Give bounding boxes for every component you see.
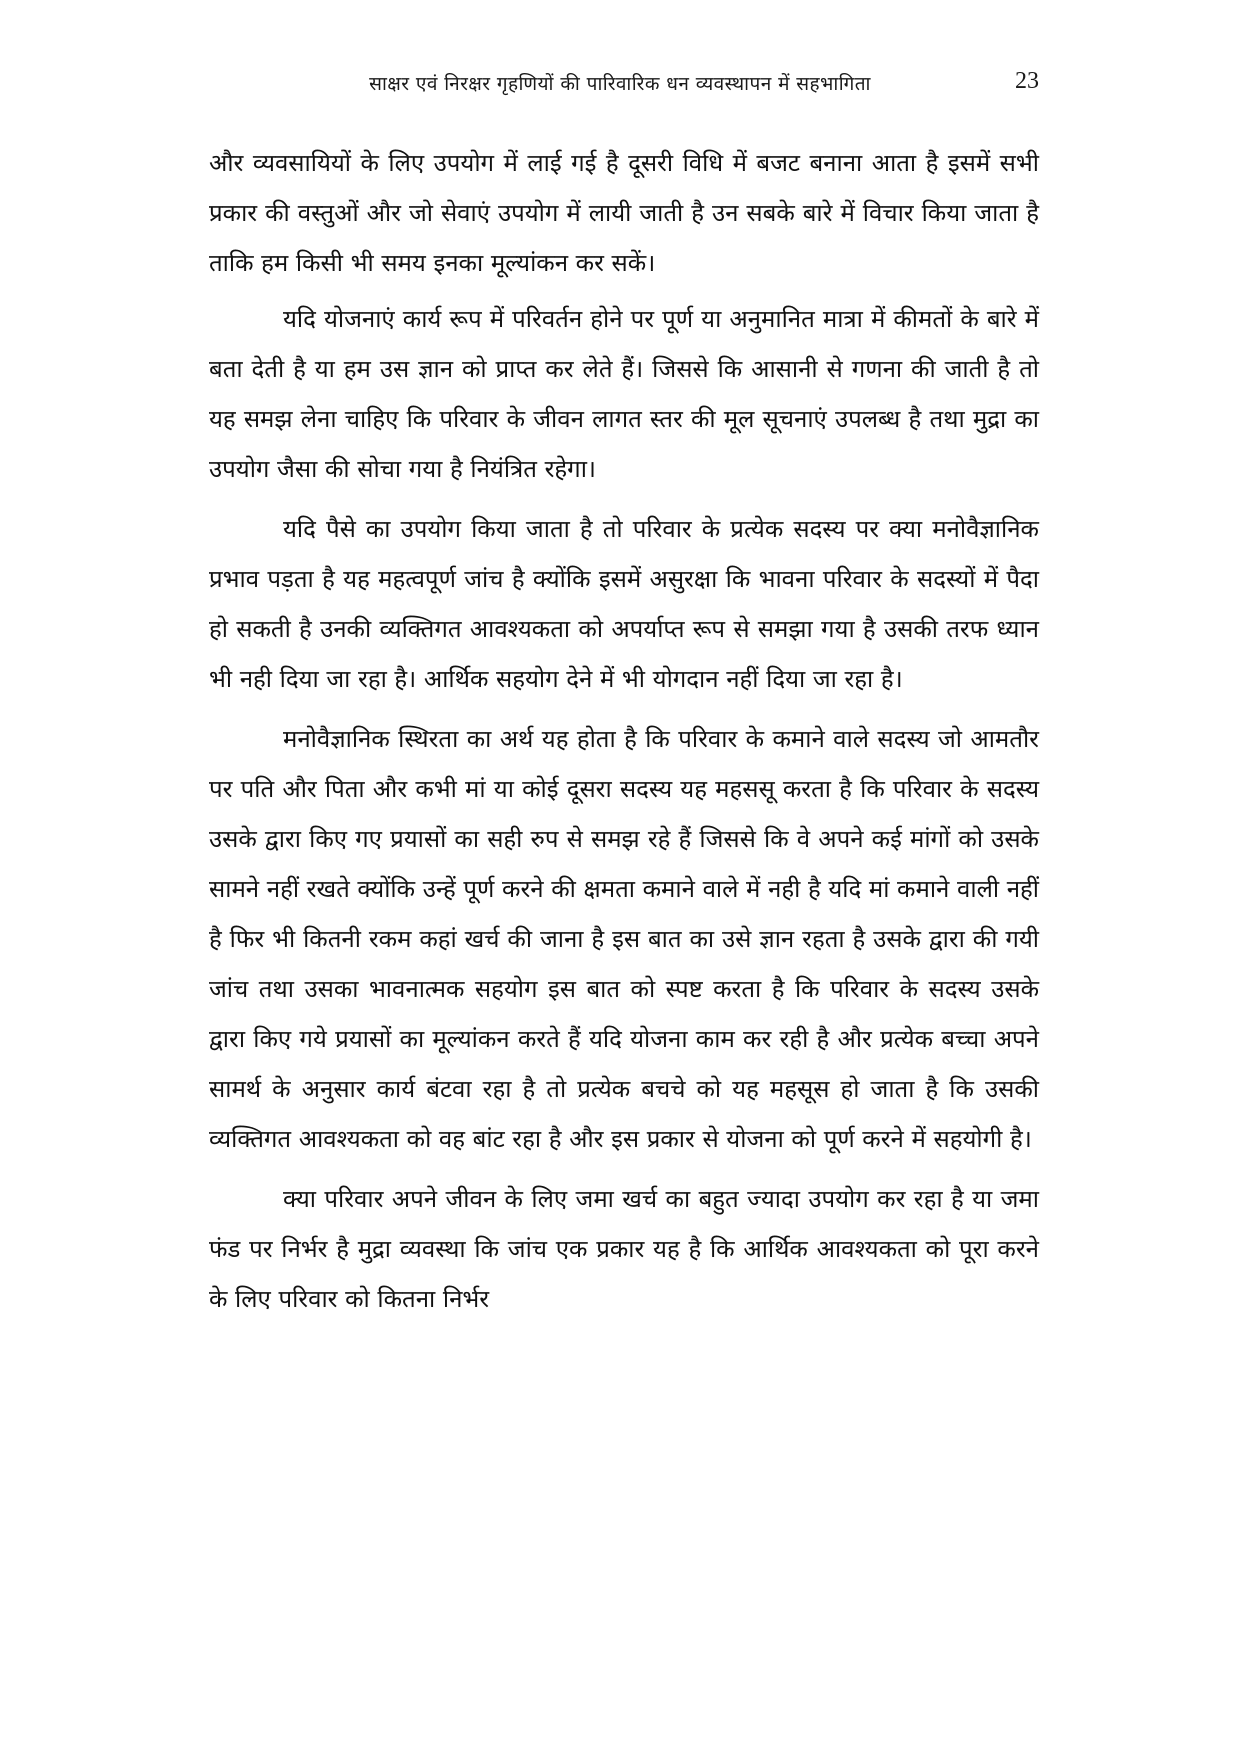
body-text [209, 138, 1039, 1324]
paragraph: मनोवैज्ञानिक स्थिरता का अर्थ यह होता है कि परिवार के कमाने वाले सदस्य जो आमतौर पर पति और पिता और कभी मां या कोई दूसरा सदस्य यह महससू करता है कि परिवार के सदस्य उसके द्वारा किए गए प्रयासों का सही रुप से समझ रहे हैं जिससे कि वे अपने कई मांगों को उसके सामने नहीं रखते क्योंकि उन्हें पूर्ण करने की क्षमता कमाने वाले में नही है यदि मां कमाने वाली नहीं है फिर भी कितनी रकम कहां खर्च की जाना है इस बात का उसे ज्ञान रहता है उसके द्वारा की गयी जांच तथा उसका भावनात्मक सहयोग इस बात को स्पष्ट करता है कि परिवार के सदस्य उसके द्वारा किए गये प्रयासों का मूल्यांकन करते हैं यदि योजना काम कर रही है और प्रत्येक बच्चा अपने सामर्थ के अनुसार कार्य बंटवा रहा है तो प्रत्येक बचचे को यह महसूस हो जाता है कि उसकी व्यक्तिगत आवश्यकता को वह बांट रहा है और इस प्रकार से योजना को पूर्ण करने में सहयोगी है। [209, 725, 1039, 1153]
paragraph: क्या परिवार अपने जीवन के लिए जमा खर्च का बहुत ज्यादा उपयोग कर रहा है या जमा फंड पर निर्भर है मुद्रा व्यवस्था कि जांच एक प्रकार यह है कि आर्थिक आवश्यकता को पूरा करने के लिए परिवार को कितना निर्भर [209, 1185, 1039, 1313]
paragraph: और व्यवसायियों के लिए उपयोग में लाई गई है दूसरी विधि में बजट बनाना आता है इसमें सभी प्रकार की वस्तुओं और जो सेवाएं उपयोग में लायी जाती है उन सबके बारे में विचार किया जाता है ताकि हम किसी भी समय इनका मूल्यांकन कर सकें। [209, 149, 1039, 277]
page-number: 23 [1015, 68, 1039, 94]
running-header-title: साक्षर एवं निरक्षर गृहणियों की पारिवारिक धन व्यवस्थापन में सहभागिता [369, 73, 871, 95]
paragraph: यदि योजनाएं कार्य रूप में परिवर्तन होने पर पूर्ण या अनुमानित मात्रा में कीमतों के बारे में बता देती है या हम उस ज्ञान को प्राप्त कर लेते हैं। जिससे कि आसानी से गणना की जाती है तो यह समझ लेना चाहिए कि परिवार के जीवन लागत स्तर की मूल सूचनाएं उपलब्ध है तथा मुद्रा का उपयोग जैसा की सोचा गया है नियंत्रित रहेगा। [209, 305, 1039, 483]
paragraph: यदि पैसे का उपयोग किया जाता है तो परिवार के प्रत्येक सदस्य पर क्या मनोवैज्ञानिक प्रभाव पड़ता है यह महत्वपूर्ण जांच है क्योंकि इसमें असुरक्षा कि भावना परिवार के सदस्यों में पैदा हो सकती है उनकी व्यक्तिगत आवश्यकता को अपर्याप्त रूप से समझा गया है उसकी तरफ ध्यान भी नही दिया जा रहा है। आर्थिक सहयोग देने में भी योगदान नहीं दिया जा रहा है। [209, 515, 1039, 693]
